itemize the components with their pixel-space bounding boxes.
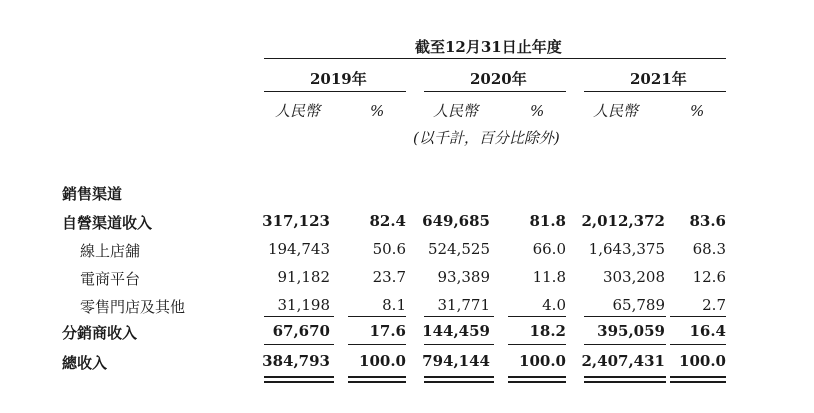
total-top-line <box>264 344 334 345</box>
cell-2020-percent: 4.0 <box>542 296 566 314</box>
subtotal-line <box>424 316 494 317</box>
cell-2020-amount: 31,771 <box>437 296 490 314</box>
total-double-line <box>264 376 334 378</box>
row-label: 自營渠道收入 <box>62 214 153 232</box>
total-double-line <box>264 381 334 383</box>
year-2021: 2021年 <box>630 70 687 88</box>
total-double-line <box>584 381 666 383</box>
cell-2019-amount: 31,198 <box>277 296 330 314</box>
year-2020: 2020年 <box>470 70 527 88</box>
section-title: 銷售渠道 <box>62 185 123 203</box>
row-label: 總收入 <box>62 354 108 372</box>
subtotal-line <box>508 316 566 317</box>
unit-currency-2019: 人民幣 <box>275 102 321 120</box>
year-2019-underline <box>264 91 406 92</box>
cell-2021-percent: 12.6 <box>692 268 726 286</box>
subtotal-line <box>670 316 726 317</box>
cell-2020-percent: 11.8 <box>532 268 566 286</box>
row-label: 電商平台 <box>80 270 141 288</box>
unit-percent-2021: % <box>690 102 705 120</box>
total-double-line <box>670 376 726 378</box>
cell-2021-amount: 303,208 <box>602 268 665 286</box>
total-double-line <box>348 381 406 383</box>
cell-2020-percent: 100.0 <box>519 352 566 370</box>
total-top-line <box>670 344 726 345</box>
cell-2021-amount: 1,643,375 <box>588 240 665 258</box>
cell-2020-percent: 18.2 <box>529 322 566 340</box>
cell-2019-amount: 194,743 <box>267 240 330 258</box>
subtotal-line <box>264 316 334 317</box>
cell-2020-amount: 524,525 <box>427 240 490 258</box>
cell-2020-amount: 649,685 <box>422 212 490 230</box>
cell-2019-percent: 23.7 <box>372 268 406 286</box>
year-2021-underline <box>584 91 726 92</box>
total-double-line <box>670 381 726 383</box>
unit-note: (以千計，百分比除外) <box>413 129 560 147</box>
cell-2019-amount: 317,123 <box>262 212 330 230</box>
row-label: 零售門店及其他 <box>80 298 186 316</box>
total-top-line <box>424 344 494 345</box>
subtotal-line <box>584 316 666 317</box>
total-top-line <box>508 344 566 345</box>
unit-currency-2021: 人民幣 <box>593 102 639 120</box>
cell-2021-percent: 83.6 <box>689 212 726 230</box>
year-2019: 2019年 <box>310 70 367 88</box>
unit-currency-2020: 人民幣 <box>433 102 479 120</box>
year-2020-underline <box>424 91 566 92</box>
total-double-line <box>424 376 494 378</box>
cell-2020-percent: 66.0 <box>532 240 566 258</box>
row-label: 分銷商收入 <box>62 324 138 342</box>
total-double-line <box>508 381 566 383</box>
total-double-line <box>584 376 666 378</box>
cell-2020-amount: 93,389 <box>437 268 490 286</box>
cell-2019-percent: 100.0 <box>359 352 406 370</box>
cell-2021-percent: 68.3 <box>692 240 726 258</box>
cell-2021-amount: 395,059 <box>597 322 665 340</box>
total-double-line <box>424 381 494 383</box>
cell-2019-percent: 50.6 <box>372 240 406 258</box>
cell-2021-amount: 2,407,431 <box>581 352 665 370</box>
cell-2021-percent: 100.0 <box>679 352 726 370</box>
cell-2019-percent: 8.1 <box>382 296 406 314</box>
subtotal-line <box>348 316 406 317</box>
cell-2019-amount: 384,793 <box>262 352 330 370</box>
unit-percent-2020: % <box>530 102 545 120</box>
cell-2020-percent: 81.8 <box>529 212 566 230</box>
total-top-line <box>348 344 406 345</box>
total-double-line <box>508 376 566 378</box>
cell-2019-amount: 91,182 <box>277 268 330 286</box>
period-underline <box>264 58 726 59</box>
cell-2021-percent: 2.7 <box>702 296 726 314</box>
cell-2021-amount: 2,012,372 <box>581 212 665 230</box>
period-header: 截至12月31日止年度 <box>415 38 562 56</box>
total-top-line <box>584 344 666 345</box>
cell-2020-amount: 794,144 <box>422 352 490 370</box>
cell-2020-amount: 144,459 <box>422 322 490 340</box>
cell-2021-percent: 16.4 <box>689 322 726 340</box>
cell-2019-amount: 67,670 <box>272 322 330 340</box>
unit-percent-2019: % <box>370 102 385 120</box>
total-double-line <box>348 376 406 378</box>
cell-2019-percent: 82.4 <box>369 212 406 230</box>
row-label: 線上店舖 <box>80 242 141 260</box>
cell-2021-amount: 65,789 <box>612 296 665 314</box>
cell-2019-percent: 17.6 <box>369 322 406 340</box>
